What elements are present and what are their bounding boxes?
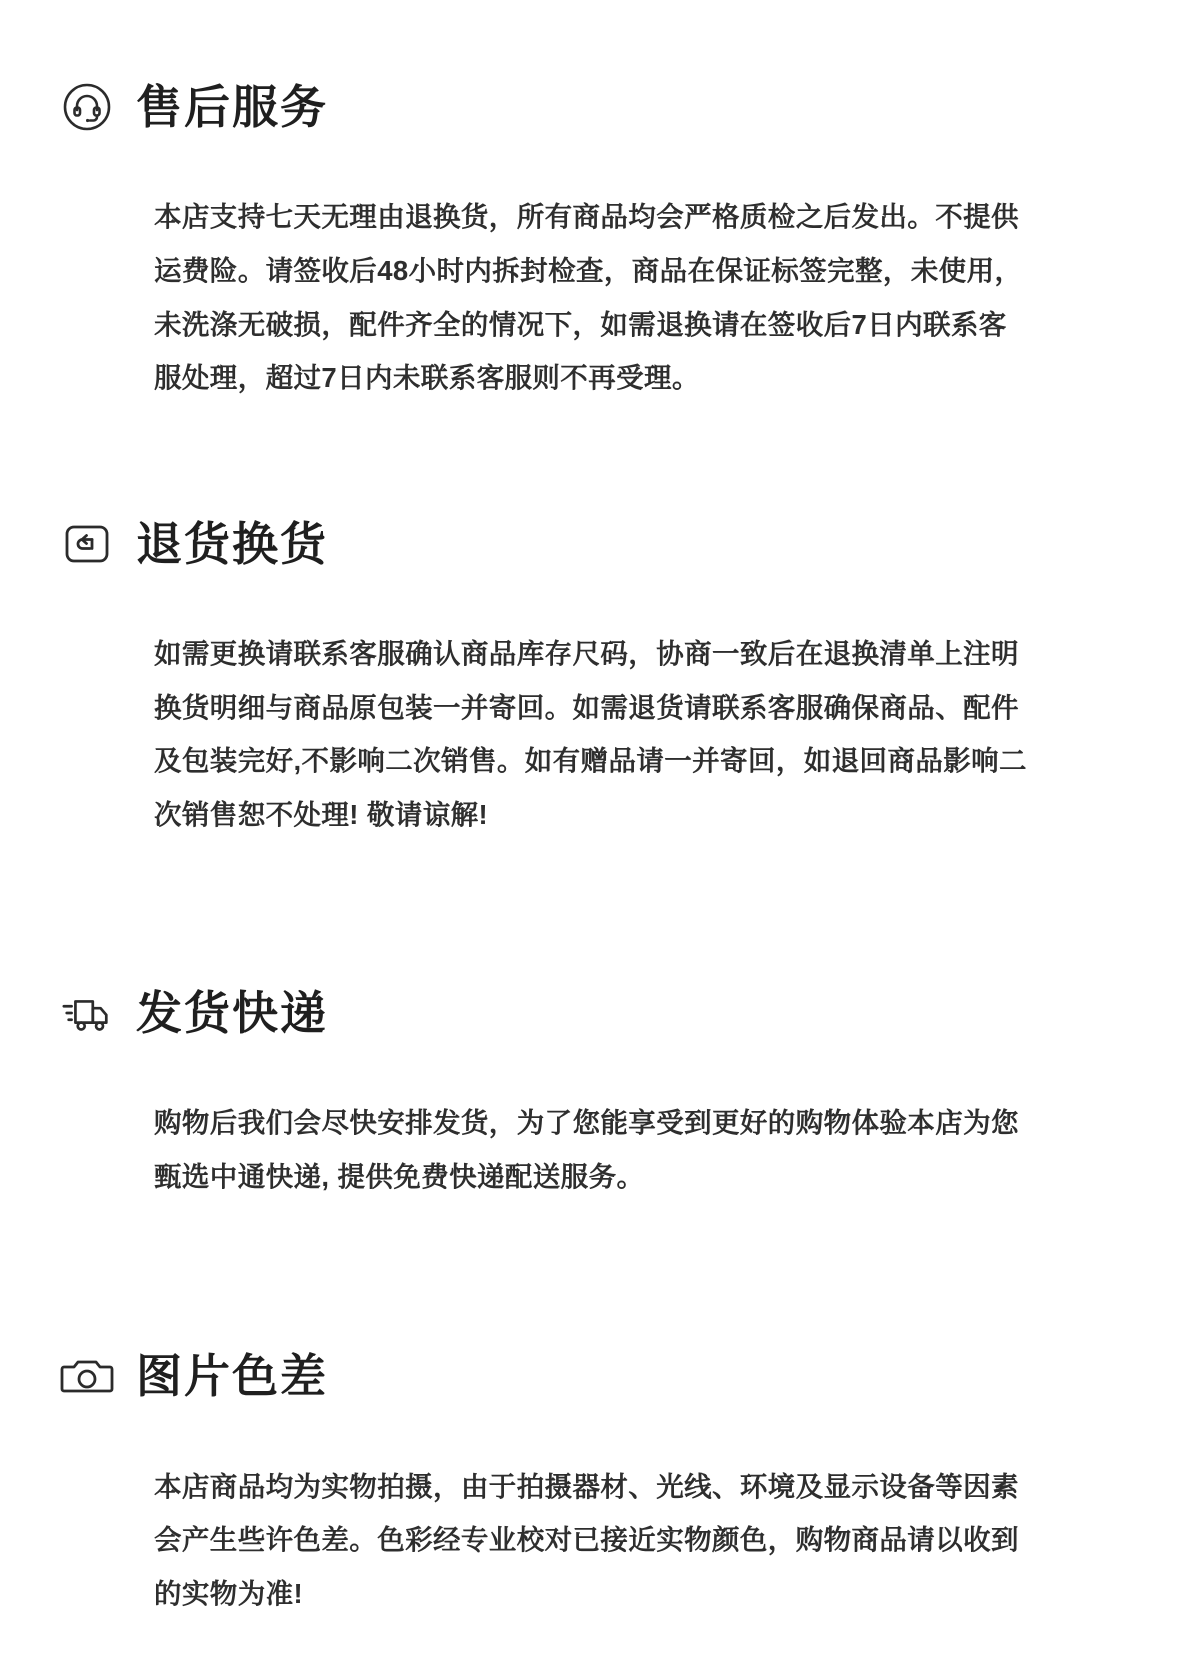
camera-icon [60,1349,114,1403]
section-title: 退货换货 [136,518,328,571]
section-body-text: 本店商品均为实物拍摄，由于拍摄器材、光线、环境及显示设备等因素会产生些许色差。色彩经专业校对已接近实物颜色，购物商品请以收到的实物为准! [154,1470,1019,1609]
section-title: 售后服务 [136,81,328,134]
section-body-text: 购物后我们会尽快安排发货，为了您能享受到更好的购物体验本店为您甄选中通快递, 提供免费快递配送服务。 [154,1107,1019,1192]
section-body [154,1460,1034,1621]
section-header [60,952,1109,1074]
section-shipping [60,952,1109,1204]
section-body [154,1096,1034,1203]
headset-support-icon [60,80,114,134]
section-header [60,46,1109,168]
section-title: 图片色差 [136,1350,328,1403]
section-body [154,190,1034,405]
section-after-sales-service [60,46,1109,405]
section-body-text: 如需更换请联系客服确认商品库存尺码，协商一致后在退换清单上注明换货明细与商品原包装一并寄回。如需退货请联系客服确保商品、配件及包装完好,不影响二次销售。如有赠品请一并寄回，如退回商品影响二次销售恕不处理! 敬请谅解! [154,638,1027,831]
section-color-difference [60,1315,1109,1620]
delivery-truck-icon [60,986,114,1040]
section-body-text: 本店支持七天无理由退换货，所有商品均会严格质检之后发出。不提供运费险。请签收后48小时内拆封检查，商品在保证标签完整，未使用，未洗涤无破损，配件齐全的情况下，如需退换请在签收后7日内联系客服处理，超过7日内未联系客服则不再受理。 [154,201,1023,394]
return-box-icon [60,517,114,571]
section-header [60,483,1109,605]
section-header [60,1315,1109,1437]
section-body [154,627,1034,842]
section-title: 发货快递 [136,986,328,1039]
section-return-exchange [60,483,1109,842]
